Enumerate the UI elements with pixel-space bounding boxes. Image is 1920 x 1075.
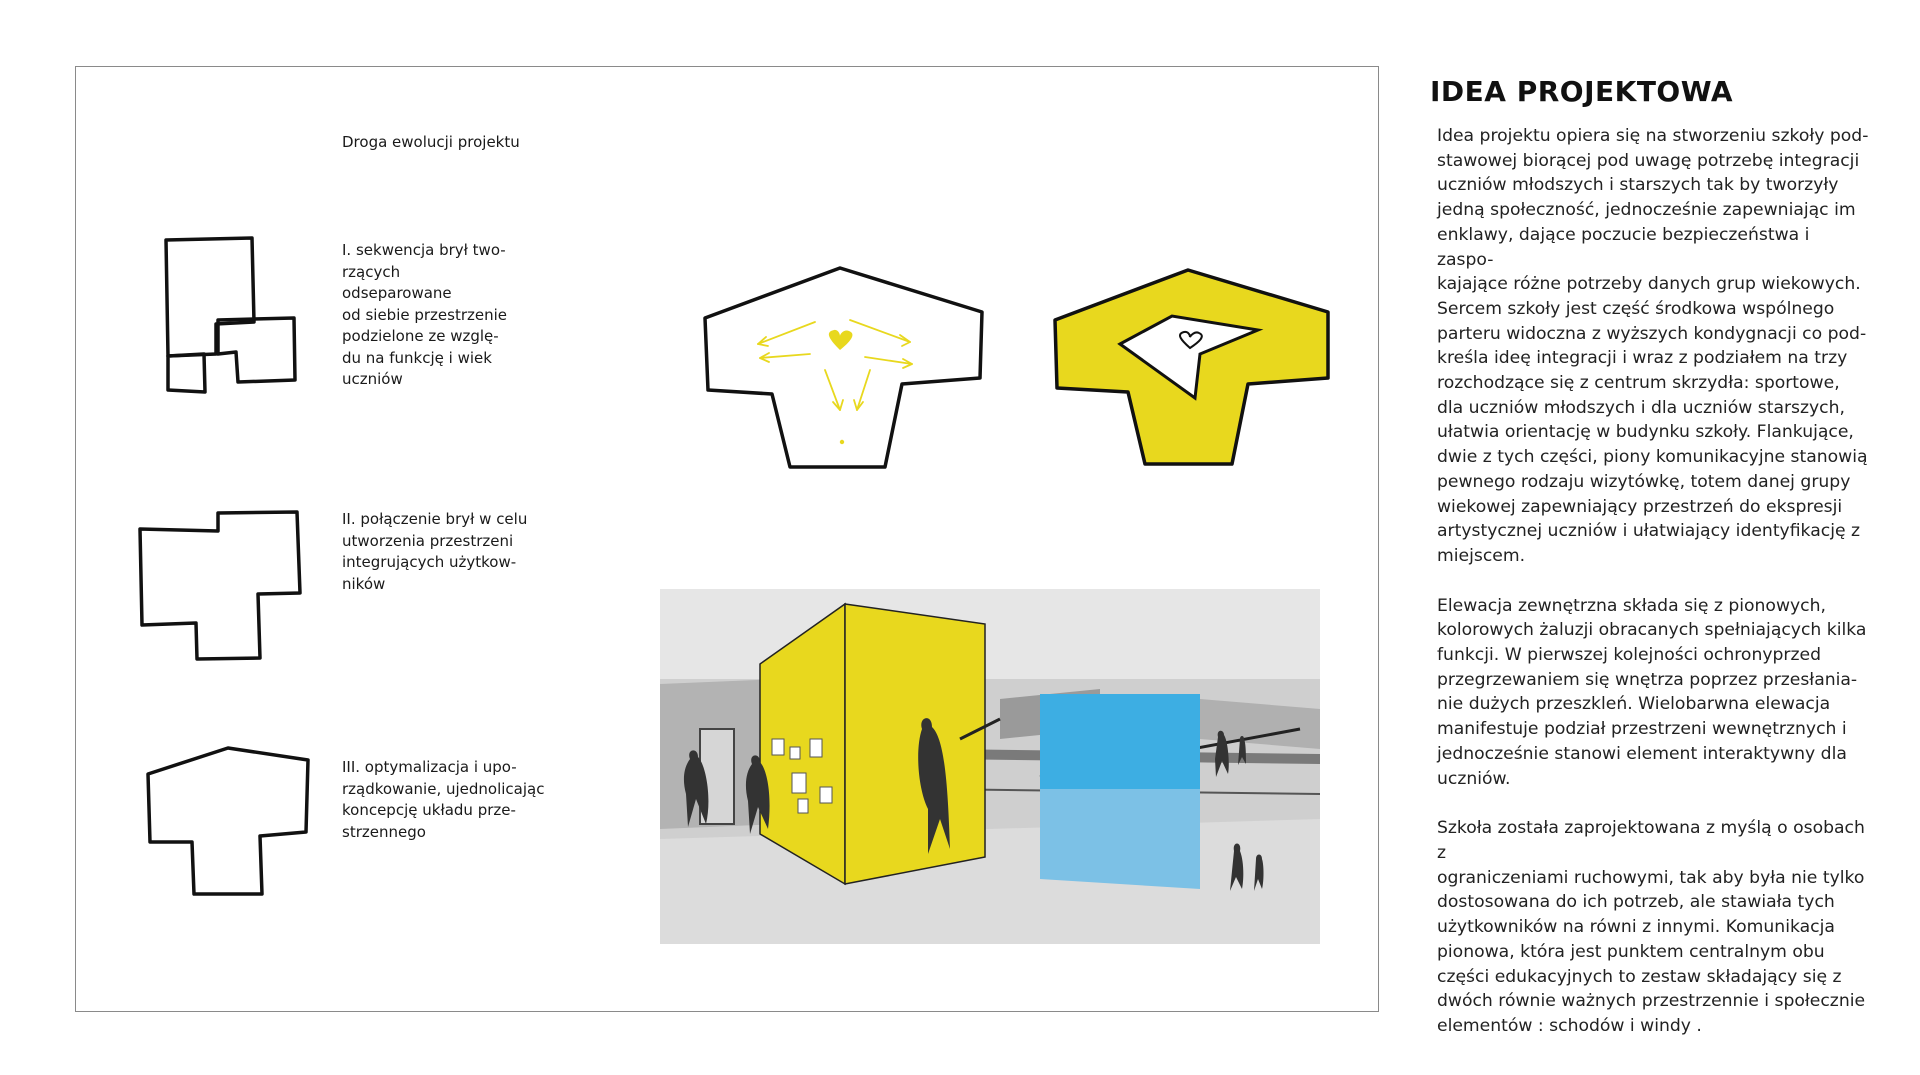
concept-diagram-yellow [1050, 264, 1335, 469]
sketch-optimised-shape [140, 740, 315, 905]
sketch-joined-blocks [132, 505, 307, 665]
paragraph-idea: Idea projektu opiera się na stworzeniu szkoły pod- stawowej biorącej pod uwagę potrzebę integracji uczniów młodszych i starszych tak by tworzyły jedną społeczność, jednocześnie zapewniając im enklawy, dające poczucie bezpieczeństwa i zaspo- kajające różne potrzeby danych grup wiekowych. Sercem szkoły jest część środkowa wspólnego parteru widoczna z wyższych kondygnacji co pod- kreśla ideę integracji i wraz z podziałem na trzy rozchodzące się z centrum skrzydła: sportowe, dla uczniów młodszych i dla uczniów starszych, ułatwia orientację w budynku szkoły. Flankujące, dwie z tych części, piony komunikacyjne stanowią pewnego rodzaju wizytówkę, totem danej grupy wiekowej zapewniający przestrzeń do ekspresji artystycznej uczniów i ułatwiający identyfikację z miejscem. [1437, 126, 1869, 566]
description-title: IDEA PROJEKTOWA [1430, 75, 1734, 108]
paragraph-accessibility: Szkoła została zaprojektowana z myślą o osobach z ograniczeniami ruchowymi, tak aby była nie tylko dostosowana do ich potrzeb, ale stawiała tych użytkowników na równi z innymi. Komunikacja pionowa, która jest punktem centralnym obu części edukacyjnych to zestaw składający się z dwóch równie ważnych przestrzennie i społecznie elementów : schodów i windy . [1437, 818, 1866, 1036]
concept-diagram-white [700, 262, 990, 472]
paragraph-facade: Elewacja zewnętrzna składa się z pionowych, kolorowych żaluzji obracanych spełniających kilka funkcji. W pierwszej kolejności ochronyprzed przegrzewaniem się wnętrza poprzez przesłania- nie dużych przeszkleń. Wielobarwna elewacja manifestuje podział przestrzeni wewnętrznych i jednocześnie stanowi element interaktywny dla uczniów. [1437, 595, 1867, 789]
evolution-title: Droga ewolucji projektu [342, 133, 520, 151]
step-three-text: III. optymalizacja i upo- rządkowanie, ujednolicając koncepcję układu prze- strzennego [342, 758, 545, 841]
step-one-text: I. sekwencja brył two- rzących odseparowane od siebie przestrzenie podzielone ze wzglę- du na funkcję i wiek uczniów [342, 241, 508, 388]
step-two-text: II. połączenie brył w celu utworzenia przestrzeni integrujących użytkow- ników [342, 510, 528, 593]
perspective-sketch [660, 589, 1320, 944]
sketch-separated-blocks [160, 232, 300, 397]
description-panel [1430, 72, 1870, 1064]
